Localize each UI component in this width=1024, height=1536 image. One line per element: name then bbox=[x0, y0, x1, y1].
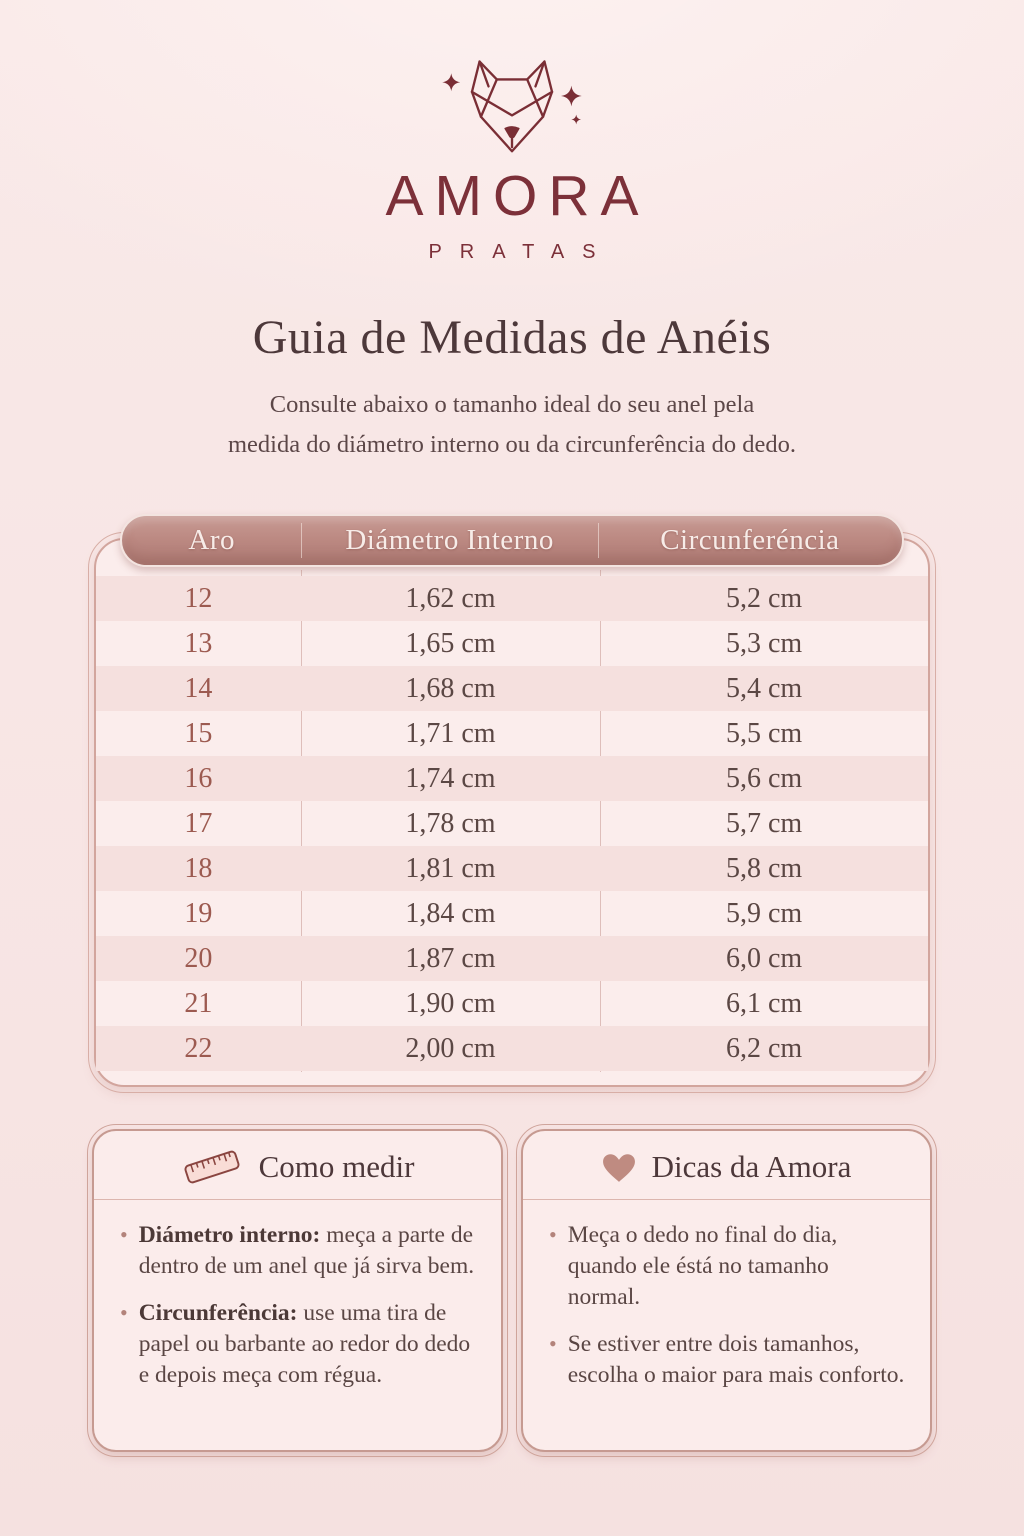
circunferencia-cell: 5,9 cm bbox=[725, 897, 803, 929]
diametro-cell: 1,74 cm bbox=[405, 762, 496, 794]
diametro-cell: 1,65 cm bbox=[405, 627, 496, 659]
circunferencia-cell: 6,1 cm bbox=[725, 987, 803, 1019]
diametro-cell: 1,62 cm bbox=[405, 582, 496, 614]
ruler-icon bbox=[181, 1145, 243, 1189]
table-row bbox=[96, 666, 928, 711]
como-medir-title: Como medir bbox=[258, 1149, 415, 1185]
list-item-body: Se estiver entre dois tamanhos, escolha o maior para mais conforto. bbox=[567, 1331, 905, 1389]
circunferencia-cell: 5,7 cm bbox=[725, 807, 803, 839]
table-row bbox=[96, 576, 928, 621]
list-item-lead: Circunferência: bbox=[138, 1300, 298, 1327]
circunferencia-cell: 5,4 cm bbox=[725, 672, 803, 704]
dicas-box bbox=[521, 1129, 932, 1452]
table-row bbox=[96, 756, 928, 801]
aro-cell: 18 bbox=[184, 852, 213, 884]
diametro-cell: 2,00 cm bbox=[405, 1032, 496, 1064]
brand-logo bbox=[0, 0, 1024, 264]
info-boxes bbox=[92, 1129, 932, 1452]
heart-icon bbox=[602, 1153, 636, 1183]
fox-logo-icon bbox=[436, 56, 588, 163]
table-row bbox=[96, 891, 928, 936]
circunferencia-cell: 5,8 cm bbox=[725, 852, 803, 884]
bullet-icon: • bbox=[120, 1300, 128, 1326]
diametro-cell: 1,90 cm bbox=[405, 987, 496, 1019]
aro-cell: 21 bbox=[184, 987, 213, 1019]
diametro-cell: 1,71 cm bbox=[405, 717, 496, 749]
list-item-body: Meça o dedo no final do dia, quando ele éstá no tamanho normal. bbox=[567, 1222, 838, 1311]
table-row bbox=[96, 936, 928, 981]
table-row bbox=[96, 801, 928, 846]
bullet-icon: • bbox=[120, 1222, 128, 1248]
size-table-card bbox=[94, 524, 930, 1087]
header-circunferencia: Circunferéncia bbox=[660, 524, 840, 557]
list-item-text bbox=[139, 1220, 477, 1282]
list-item-text bbox=[568, 1220, 906, 1313]
como-medir-box bbox=[92, 1129, 503, 1452]
list-item bbox=[549, 1329, 906, 1391]
page-subtitle bbox=[0, 385, 1024, 464]
aro-cell: 14 bbox=[184, 672, 213, 704]
circunferencia-cell: 6,0 cm bbox=[725, 942, 803, 974]
table-row bbox=[96, 621, 928, 666]
table-row bbox=[96, 711, 928, 756]
header-divider bbox=[301, 523, 302, 558]
header-diametro: Diámetro Interno bbox=[345, 524, 554, 557]
como-medir-body bbox=[94, 1200, 501, 1391]
diametro-cell: 1,87 cm bbox=[405, 942, 496, 974]
list-item-text bbox=[139, 1298, 477, 1391]
aro-cell: 12 bbox=[184, 582, 213, 614]
dicas-body bbox=[523, 1200, 930, 1391]
circunferencia-cell: 5,3 cm bbox=[725, 627, 803, 659]
size-table-header bbox=[120, 514, 904, 567]
table-row bbox=[96, 1026, 928, 1071]
size-table-rows bbox=[96, 576, 928, 1071]
aro-cell: 19 bbox=[184, 897, 213, 929]
table-row bbox=[96, 981, 928, 1026]
circunferencia-cell: 5,6 cm bbox=[725, 762, 803, 794]
circunferencia-cell: 5,5 cm bbox=[725, 717, 803, 749]
aro-cell: 13 bbox=[184, 627, 213, 659]
list-item-body: use uma tira de papel ou barbante ao redor do dedo e depois meça com régua. bbox=[138, 1300, 471, 1389]
subtitle-line-1: Consulte abaixo o tamanho ideal do seu anel pela bbox=[269, 391, 755, 418]
bullet-icon: • bbox=[549, 1222, 557, 1248]
table-row bbox=[96, 846, 928, 891]
aro-cell: 15 bbox=[184, 717, 213, 749]
header-divider bbox=[598, 523, 599, 558]
sparkle-icon bbox=[442, 73, 581, 124]
subtitle-line-2: medida do diámetro interno ou da circunferência do dedo. bbox=[227, 430, 797, 458]
aro-cell: 20 bbox=[184, 942, 213, 974]
dicas-header bbox=[523, 1135, 930, 1199]
aro-cell: 17 bbox=[184, 807, 213, 839]
brand-name: AMORA bbox=[385, 164, 650, 228]
circunferencia-cell: 5,2 cm bbox=[725, 582, 803, 614]
diametro-cell: 1,81 cm bbox=[405, 852, 496, 884]
bullet-icon: • bbox=[549, 1331, 557, 1357]
list-item bbox=[120, 1220, 477, 1282]
list-item bbox=[120, 1298, 477, 1391]
list-item-lead: Diámetro interno: bbox=[138, 1222, 321, 1249]
brand-subtitle: PRATAS bbox=[428, 241, 614, 263]
circunferencia-cell: 6,2 cm bbox=[725, 1032, 803, 1064]
como-medir-header bbox=[94, 1135, 501, 1199]
diametro-cell: 1,78 cm bbox=[405, 807, 496, 839]
diametro-cell: 1,68 cm bbox=[405, 672, 496, 704]
aro-cell: 22 bbox=[184, 1032, 213, 1064]
header-aro: Aro bbox=[188, 524, 235, 557]
page-title: Guia de Medidas de Anéis bbox=[252, 311, 772, 364]
list-item-body: meça a parte de dentro de um anel que já sirva bem. bbox=[138, 1222, 475, 1280]
list-item-text bbox=[568, 1329, 906, 1391]
dicas-title: Dicas da Amora bbox=[651, 1149, 852, 1185]
diametro-cell: 1,84 cm bbox=[405, 897, 496, 929]
list-item bbox=[549, 1220, 906, 1313]
aro-cell: 16 bbox=[184, 762, 213, 794]
